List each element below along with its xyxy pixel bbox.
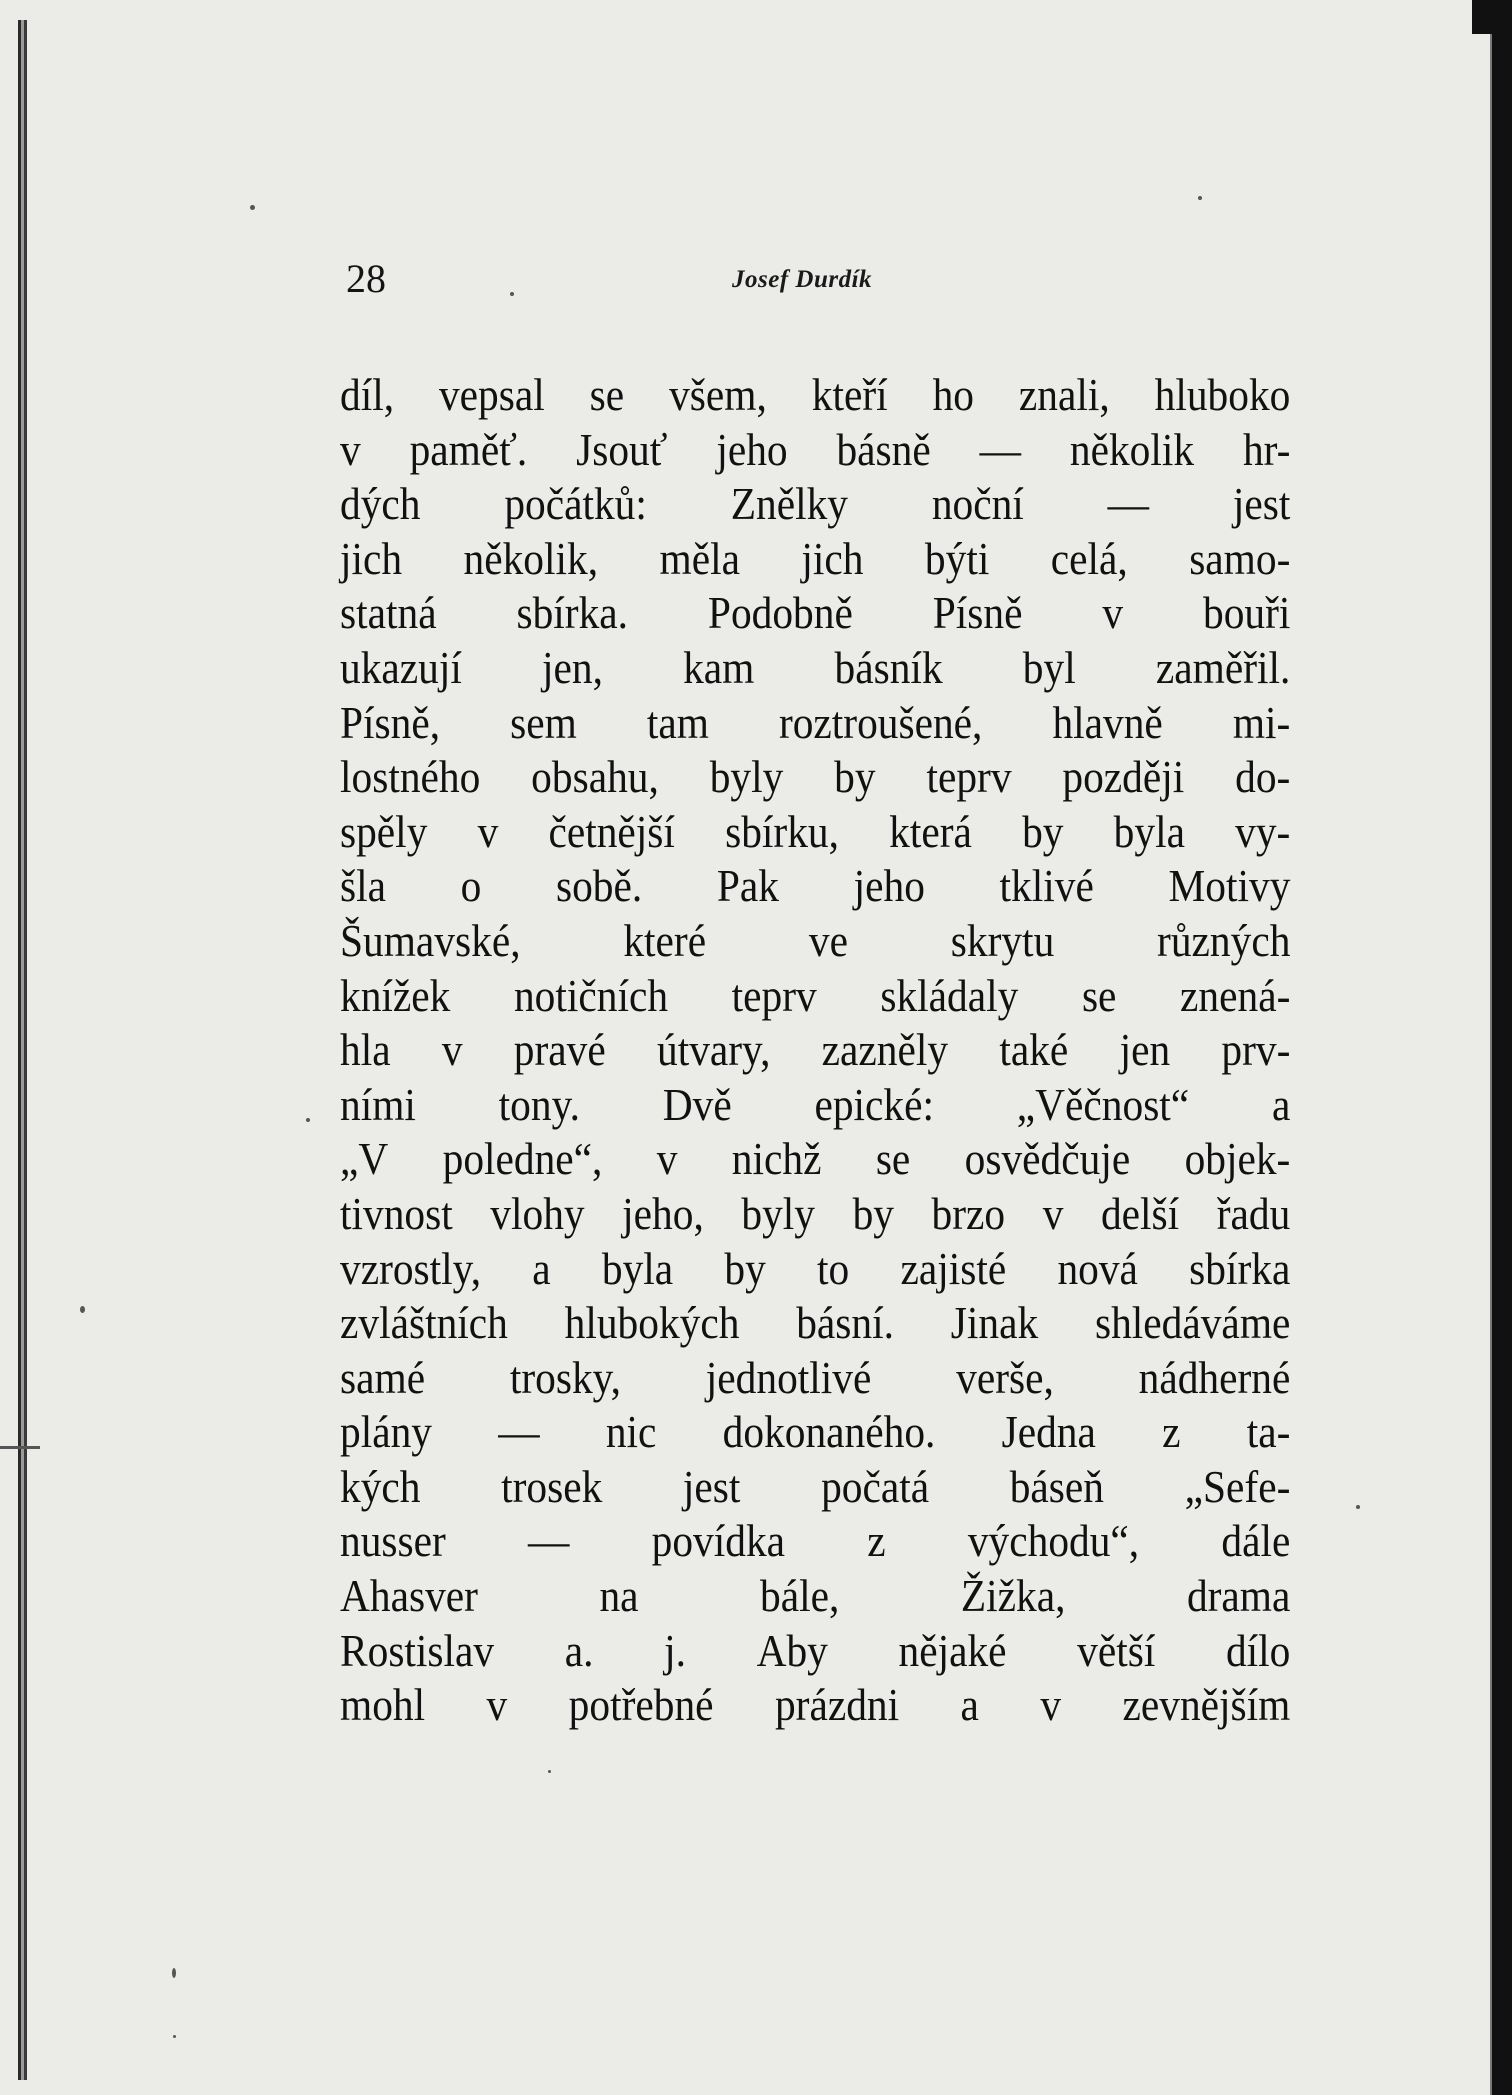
word: v	[656, 1133, 678, 1185]
word: později	[1062, 751, 1185, 803]
word: sbírka.	[516, 587, 629, 639]
word: prv-	[1221, 1024, 1291, 1076]
word: Znělky	[730, 478, 848, 530]
word: obsahu,	[531, 751, 659, 803]
word: Podobně	[707, 587, 853, 639]
word: hla	[340, 1024, 391, 1076]
word: objek-	[1184, 1133, 1291, 1185]
page-binding-edge	[18, 20, 32, 2080]
body-text	[340, 368, 1290, 1733]
word: prázdni	[774, 1679, 900, 1731]
word: teprv	[731, 969, 817, 1021]
word: bouři	[1203, 587, 1291, 639]
word: statná	[340, 587, 437, 639]
word: také	[999, 1024, 1069, 1076]
word: paměť.	[409, 423, 528, 475]
word: byla	[1113, 805, 1185, 857]
text-line	[340, 532, 1290, 587]
word: různých	[1157, 914, 1291, 966]
word: mohl	[340, 1679, 426, 1731]
word: byla	[601, 1242, 674, 1294]
word: vlohy	[490, 1187, 585, 1239]
word: o	[460, 860, 482, 912]
word: tivnost	[340, 1187, 453, 1239]
word: kých	[340, 1460, 421, 1512]
word: nádherné	[1138, 1351, 1291, 1403]
word: z	[867, 1515, 886, 1567]
scan-border-right	[1490, 0, 1512, 2095]
word: poledne“,	[442, 1133, 603, 1185]
word: drama	[1186, 1570, 1291, 1622]
word: z	[1162, 1406, 1181, 1458]
word: trosky,	[509, 1351, 622, 1403]
word: do-	[1235, 751, 1291, 803]
word: jest	[682, 1460, 741, 1512]
word: zajisté	[900, 1242, 1007, 1294]
word: jeho	[716, 423, 788, 475]
text-line	[340, 1132, 1290, 1187]
ink-speck	[173, 2035, 176, 2038]
word: a	[960, 1679, 979, 1731]
word: —	[528, 1515, 570, 1567]
word: jednotlivé	[705, 1351, 872, 1403]
word: epické:	[814, 1078, 934, 1130]
word: sem	[510, 696, 577, 748]
word: básní.	[796, 1297, 894, 1349]
word: tony.	[498, 1078, 580, 1130]
word: zevnějším	[1122, 1679, 1291, 1731]
word: v	[340, 423, 361, 475]
word: jen	[1119, 1024, 1171, 1076]
word: vepsal	[438, 369, 545, 420]
text-line	[340, 859, 1290, 914]
word: byly	[709, 751, 784, 803]
word: hluboko	[1154, 369, 1291, 420]
word: jest	[1232, 478, 1291, 530]
text-line	[340, 750, 1290, 805]
word: samé	[340, 1351, 426, 1403]
word: byly	[741, 1187, 815, 1239]
word: notičních	[513, 969, 669, 1021]
word: Aby	[756, 1624, 828, 1676]
word: kteří	[811, 369, 888, 420]
word: delší	[1100, 1187, 1180, 1239]
page-number: 28	[346, 256, 386, 301]
ink-speck	[548, 1770, 551, 1773]
word: trosek	[501, 1460, 603, 1512]
word: by	[834, 751, 876, 803]
word: verše,	[956, 1351, 1054, 1403]
ink-speck	[306, 1118, 310, 1122]
word: Ahasver	[340, 1570, 478, 1622]
page-header	[346, 254, 906, 304]
word: —	[1107, 478, 1150, 530]
text-line	[340, 1187, 1290, 1242]
text-line	[340, 1624, 1290, 1679]
word: spěly	[340, 805, 428, 857]
word: se	[589, 369, 625, 420]
word: zaměřil.	[1155, 641, 1291, 693]
text-line	[340, 696, 1290, 751]
word: Pak	[716, 860, 779, 912]
word: nusser	[340, 1515, 446, 1567]
word: ho	[932, 369, 974, 420]
word: básník	[834, 641, 943, 693]
word: nichž	[731, 1133, 822, 1185]
word: znali,	[1018, 369, 1110, 420]
text-line	[340, 1405, 1290, 1460]
word: nic	[605, 1406, 657, 1458]
word: znená-	[1180, 969, 1291, 1021]
text-line	[340, 805, 1290, 860]
word: Jedna	[1001, 1406, 1096, 1458]
word: jen,	[542, 641, 603, 693]
word: četnější	[548, 805, 675, 857]
text-line	[340, 1296, 1290, 1351]
word: mi-	[1232, 696, 1291, 748]
word: sobě.	[555, 860, 643, 912]
ink-speck	[250, 205, 255, 210]
word: útvary,	[656, 1024, 771, 1076]
word: šla	[340, 860, 386, 912]
ink-speck	[172, 1968, 176, 1978]
word: kam	[683, 641, 755, 693]
word: Rostislav	[340, 1624, 495, 1676]
word: by	[852, 1187, 894, 1239]
word: Šumavské,	[340, 914, 521, 966]
word: lostného	[340, 751, 481, 803]
word: bále,	[760, 1570, 840, 1622]
word: skrytu	[950, 914, 1055, 966]
word: to	[817, 1242, 850, 1294]
word: Žižka,	[960, 1570, 1066, 1622]
word: a	[532, 1242, 551, 1294]
word: noční	[931, 478, 1024, 530]
word: knížek	[340, 969, 451, 1021]
word: vy-	[1235, 805, 1291, 857]
word: vzrostly,	[340, 1242, 482, 1294]
word: ta-	[1246, 1406, 1291, 1458]
word: a	[1271, 1078, 1291, 1130]
word: v	[486, 1679, 508, 1731]
word: na	[599, 1570, 639, 1622]
word: celá,	[1050, 532, 1128, 584]
text-line	[340, 1569, 1290, 1624]
word: v	[441, 1024, 463, 1076]
word: dých	[340, 478, 421, 530]
word: počatá	[821, 1460, 930, 1512]
word: se	[1081, 969, 1117, 1021]
running-head: Josef Durdík	[732, 266, 873, 293]
word: tklivé	[999, 860, 1094, 912]
word: skládaly	[880, 969, 1019, 1021]
word: řadu	[1216, 1187, 1291, 1239]
text-line	[340, 641, 1290, 696]
word: větší	[1077, 1624, 1156, 1676]
word: samo-	[1189, 532, 1291, 584]
ink-speck	[80, 1306, 85, 1313]
binding-mark	[0, 1446, 40, 1449]
word: „Sefe-	[1184, 1460, 1291, 1512]
text-line	[340, 969, 1290, 1024]
word: brzo	[931, 1187, 1006, 1239]
word: dále	[1221, 1515, 1291, 1567]
word: a.	[564, 1624, 594, 1676]
word: básně	[836, 423, 931, 475]
word: „Věčnost“	[1016, 1078, 1190, 1130]
word: „V	[340, 1133, 389, 1185]
text-line	[340, 1242, 1290, 1297]
word: Dvě	[662, 1078, 732, 1130]
word: nová	[1057, 1242, 1138, 1294]
text-line	[340, 477, 1290, 532]
text-line	[340, 423, 1290, 478]
word: několik,	[463, 532, 599, 584]
text-line	[340, 914, 1290, 969]
word: ve	[808, 914, 848, 966]
word: které	[623, 914, 707, 966]
word: jeho,	[622, 1187, 704, 1239]
ink-speck	[1356, 1505, 1360, 1509]
word: jich	[801, 532, 864, 584]
word: osvědčuje	[964, 1133, 1131, 1185]
word: Jinak	[950, 1297, 1039, 1349]
word: potřebné	[568, 1679, 714, 1731]
word: byl	[1022, 641, 1076, 693]
word: hlavně	[1052, 696, 1163, 748]
word: —	[498, 1406, 540, 1458]
word: býti	[924, 532, 990, 584]
text-line	[340, 1351, 1290, 1406]
text-line	[340, 586, 1290, 641]
word: plány	[340, 1406, 432, 1458]
word: roztroušené,	[778, 696, 983, 748]
word: báseň	[1009, 1460, 1105, 1512]
word: Motivy	[1168, 860, 1291, 912]
word: v	[1042, 1187, 1064, 1239]
text-line	[340, 1023, 1290, 1078]
word: východu“,	[967, 1515, 1140, 1567]
word: dokonaného.	[722, 1406, 936, 1458]
word: všem,	[669, 369, 767, 420]
word: nějaké	[898, 1624, 1007, 1676]
word: zazněly	[821, 1024, 949, 1076]
word: teprv	[926, 751, 1012, 803]
word: shledáváme	[1094, 1297, 1291, 1349]
text-line	[340, 368, 1290, 423]
ink-speck	[1198, 196, 1202, 200]
word: se	[875, 1133, 911, 1185]
word: hr-	[1242, 423, 1291, 475]
word: —	[979, 423, 1022, 475]
word: v	[1040, 1679, 1062, 1731]
word: která	[889, 805, 972, 857]
word: jeho	[853, 860, 925, 912]
word: sbírka	[1189, 1242, 1291, 1294]
word: dílo	[1225, 1624, 1291, 1676]
word: měla	[659, 532, 740, 584]
word: v	[1102, 587, 1124, 639]
word: sbírku,	[725, 805, 839, 857]
word: Písně,	[340, 696, 441, 748]
word: povídka	[651, 1515, 786, 1567]
text-line	[340, 1514, 1290, 1569]
word: v	[477, 805, 499, 857]
text-line	[340, 1078, 1290, 1133]
word: Písně	[932, 587, 1023, 639]
word: díl,	[340, 369, 395, 420]
word: ukazují	[340, 641, 462, 693]
text-line	[340, 1460, 1290, 1515]
word: zvláštních	[340, 1297, 508, 1349]
word: by	[724, 1242, 766, 1294]
word: jich	[340, 532, 403, 584]
word: j.	[664, 1624, 686, 1676]
word: ními	[340, 1078, 416, 1130]
word: hlubokých	[564, 1297, 740, 1349]
word: počátků:	[504, 478, 647, 530]
word: tam	[646, 696, 709, 748]
word: by	[1022, 805, 1064, 857]
text-line	[340, 1678, 1290, 1733]
word: Jsouť	[576, 423, 668, 475]
scan-border-corner	[1472, 0, 1512, 34]
word: pravé	[513, 1024, 606, 1076]
word: několik	[1069, 423, 1195, 475]
